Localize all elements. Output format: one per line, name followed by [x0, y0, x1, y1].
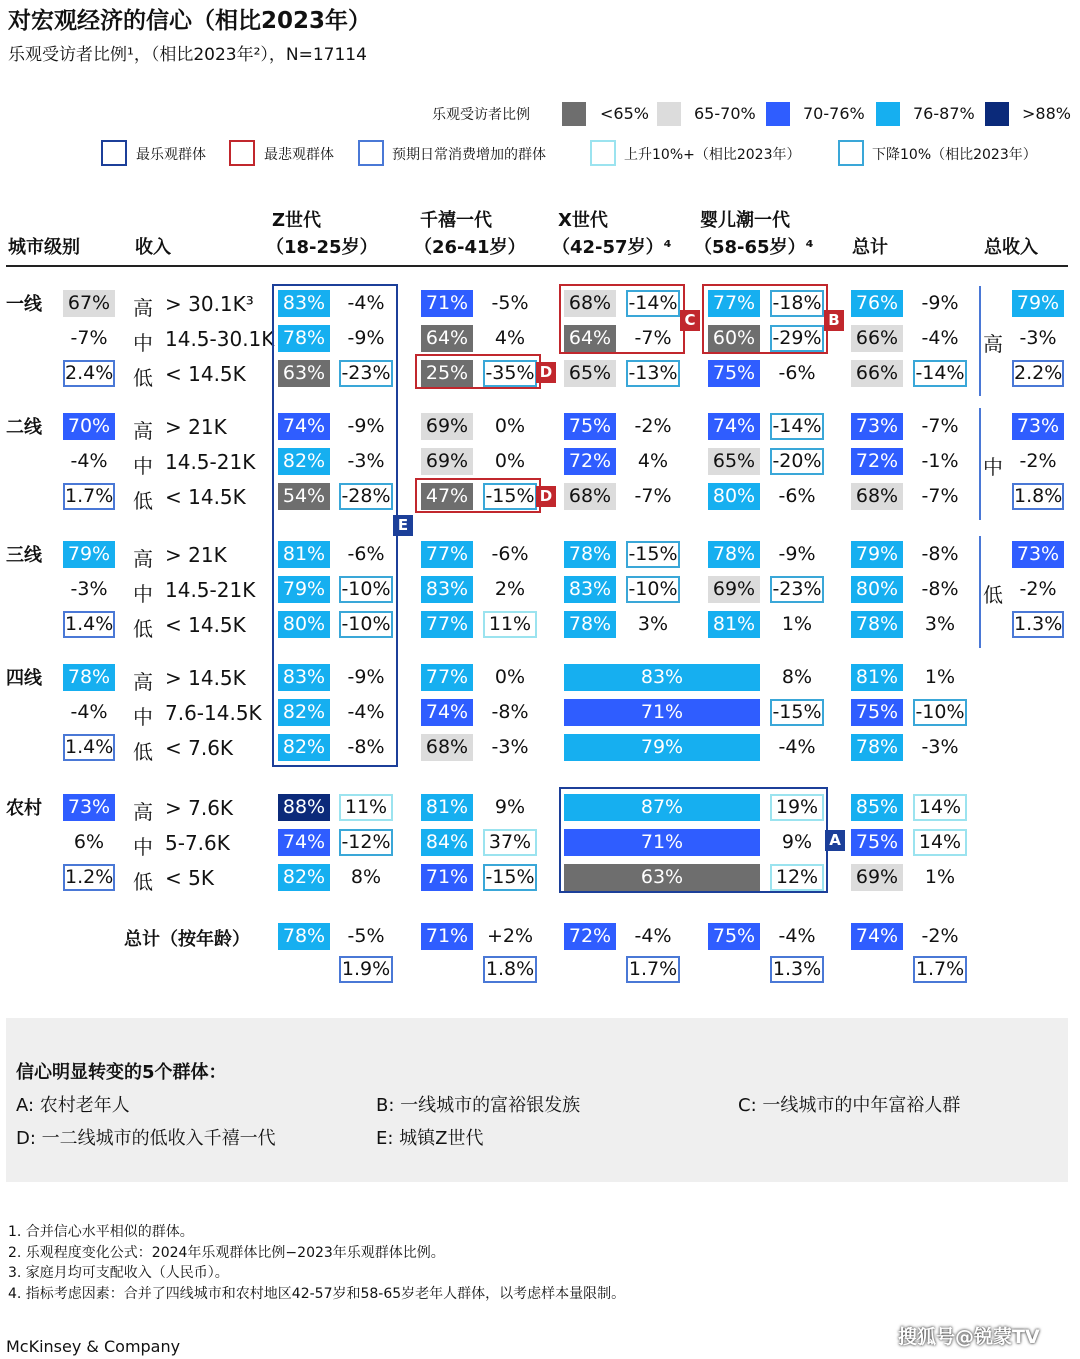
cell-delta: -6%: [778, 485, 816, 507]
cell-pct: 69%: [421, 413, 473, 440]
tier-summary-pct: 79%: [63, 541, 115, 568]
total-income-pct: 79%: [1012, 290, 1064, 317]
income-level: 中: [133, 835, 153, 859]
legend-bin-label-3: 70-76%: [803, 104, 865, 123]
cell-pct: 25%: [421, 360, 473, 387]
cell-delta: -29%: [770, 325, 824, 352]
total-income-spend: 1.3%: [1012, 611, 1064, 638]
total-spend: 1.3%: [770, 956, 824, 983]
group-frame-e: [272, 284, 398, 767]
cell-delta: -13%: [626, 360, 680, 387]
legend-swatch-5: [985, 102, 1009, 126]
income-range: 14.5-30.1K: [165, 327, 275, 351]
notes-heading: 信心明显转变的5个群体：: [16, 1062, 227, 1083]
cell-delta: -23%: [339, 360, 393, 387]
cell-delta: 1%: [781, 613, 813, 635]
cell-pct: 81%: [421, 794, 473, 821]
cell-pct-merged: 71%: [564, 699, 760, 726]
cell-delta: -6%: [491, 543, 529, 565]
cell-delta: -15%: [626, 541, 680, 568]
cell-pct: 77%: [421, 541, 473, 568]
cell-pct: 73%: [851, 413, 903, 440]
cell-pct: 60%: [708, 325, 760, 352]
total-delta: -4%: [778, 925, 816, 947]
legend-group-box-4: [590, 140, 616, 166]
tier-summary-spend: 1.4%: [63, 734, 115, 761]
legend-group-box-1: [101, 140, 127, 166]
cell-delta: 3%: [924, 613, 956, 635]
cell-pct: 84%: [421, 829, 473, 856]
income-level: 低: [133, 366, 153, 390]
footnote-3: 3. 家庭月均可支配收入（人民币）。: [8, 1265, 229, 1281]
total-pct: 74%: [851, 923, 903, 950]
cell-pct: 82%: [278, 699, 330, 726]
income-range: > 14.5K: [165, 666, 246, 690]
cell-delta: 0%: [494, 450, 526, 472]
total-income-delta: -2%: [1019, 578, 1057, 600]
cell-pct: 65%: [564, 360, 616, 387]
cell-delta: 2%: [494, 578, 526, 600]
cell-pct: 66%: [851, 325, 903, 352]
income-level: 中: [133, 454, 153, 478]
cell-pct: 78%: [851, 611, 903, 638]
header-boomer-name: 婴儿潮一代: [700, 210, 790, 231]
cell-pct: 78%: [564, 541, 616, 568]
tier-summary-spend: 2.4%: [63, 360, 115, 387]
cell-delta: -3%: [347, 450, 385, 472]
header-genx-age: （42-57岁）⁴: [552, 237, 672, 258]
watermark: 搜狐号@锐蒙TV: [898, 1326, 1040, 1348]
income-level: 高: [133, 800, 153, 824]
legend-bin-label-4: 76-87%: [913, 104, 975, 123]
legend-swatch-4: [876, 102, 900, 126]
group-frame-d2: [415, 478, 541, 513]
header-genx-name: X世代: [558, 210, 608, 231]
tier-label-2: 二线: [6, 417, 42, 438]
cell-delta: 1%: [924, 866, 956, 888]
cell-pct: 83%: [278, 290, 330, 317]
cell-pct: 80%: [278, 611, 330, 638]
note-a: A: 农村老年人: [16, 1095, 130, 1116]
cell-pct: 78%: [564, 611, 616, 638]
tier-label-3: 三线: [6, 545, 42, 566]
note-c: C: 一线城市的中年富裕人群: [738, 1095, 961, 1116]
legend-group-label-2: 最悲观群体: [264, 147, 334, 163]
income-range: < 14.5K: [165, 613, 246, 637]
cell-delta: -10%: [339, 576, 393, 603]
income-range: 14.5-21K: [165, 578, 256, 602]
legend-swatch-2: [657, 102, 681, 126]
note-e: E: 城镇Z世代: [376, 1128, 484, 1149]
income-level: 中: [133, 705, 153, 729]
cell-delta: -9%: [778, 543, 816, 565]
header-total: 总计: [852, 237, 888, 258]
income-level: 高: [133, 419, 153, 443]
cell-delta: -6%: [778, 362, 816, 384]
cell-pct: 79%: [851, 541, 903, 568]
group-tag-d2: D: [536, 486, 556, 507]
cell-delta: -9%: [347, 415, 385, 437]
cell-pct: 88%: [278, 794, 330, 821]
group-frame-b: [702, 284, 828, 354]
income-level: 高: [133, 547, 153, 571]
cell-delta: 1%: [924, 666, 956, 688]
cell-delta: -15%: [483, 483, 537, 510]
cell-delta: 0%: [494, 415, 526, 437]
header-genz-name: Z世代: [272, 210, 322, 231]
total-delta: -2%: [921, 925, 959, 947]
legend-group-label-1: 最乐观群体: [136, 147, 206, 163]
cell-delta: 9%: [494, 796, 526, 818]
income-range: > 21K: [165, 415, 227, 439]
cell-delta: -1%: [921, 450, 959, 472]
cell-pct: 71%: [421, 290, 473, 317]
income-range: > 30.1K³: [165, 292, 254, 316]
cell-delta: -3%: [921, 736, 959, 758]
cell-delta: -14%: [626, 290, 680, 317]
cell-pct-merged: 79%: [564, 734, 760, 761]
cell-delta: -15%: [483, 864, 537, 891]
total-pct: 71%: [421, 923, 473, 950]
cell-delta: 4%: [494, 327, 526, 349]
income-range: 14.5-21K: [165, 450, 256, 474]
cell-pct: 78%: [851, 734, 903, 761]
group-tag-e: E: [393, 515, 413, 536]
cell-delta: -12%: [339, 829, 393, 856]
cell-delta: -9%: [921, 292, 959, 314]
cell-pct: 74%: [278, 413, 330, 440]
cell-pct: 82%: [278, 864, 330, 891]
cell-pct: 75%: [564, 413, 616, 440]
page-title: 对宏观经济的信心（相比2023年）: [8, 8, 372, 34]
group-frame-d1: [415, 354, 541, 389]
group-tag-d1: D: [536, 362, 556, 383]
cell-delta: 14%: [913, 794, 967, 821]
cell-pct-merged: 83%: [564, 664, 760, 691]
total-delta: +2%: [486, 925, 534, 947]
cell-pct: 78%: [278, 325, 330, 352]
income-level: 低: [133, 489, 153, 513]
tier-label-4: 四线: [6, 668, 42, 689]
tier-summary-delta: -4%: [70, 450, 108, 472]
income-range: < 14.5K: [165, 485, 246, 509]
total-income-level: 高: [983, 332, 1003, 356]
cell-pct: 80%: [851, 576, 903, 603]
cell-delta: -20%: [770, 448, 824, 475]
cell-delta: -4%: [347, 292, 385, 314]
cell-delta: -10%: [913, 699, 967, 726]
total-income-pct: 73%: [1012, 413, 1064, 440]
tier-summary-spend: 1.2%: [63, 864, 115, 891]
total-income-bracket: [979, 408, 981, 520]
cell-pct: 68%: [851, 483, 903, 510]
cell-delta: 11%: [483, 611, 537, 638]
legend-bin-label-1: <65%: [600, 104, 649, 123]
header-total-income: 总收入: [984, 237, 1038, 258]
cell-delta: 4%: [637, 450, 669, 472]
cell-pct: 64%: [564, 325, 616, 352]
source-label: McKinsey & Company: [6, 1337, 181, 1356]
income-range: < 14.5K: [165, 362, 246, 386]
cell-delta: -9%: [347, 666, 385, 688]
legend-group-box-5: [838, 140, 864, 166]
total-delta: -5%: [347, 925, 385, 947]
income-range: > 21K: [165, 543, 227, 567]
income-range: 7.6-14.5K: [165, 701, 262, 725]
total-income-bracket: [979, 536, 981, 648]
cell-pct: 65%: [708, 448, 760, 475]
tier-summary-pct: 73%: [63, 794, 115, 821]
cell-delta: -5%: [491, 292, 529, 314]
footnote-2: 2. 乐观程度变化公式：2024年乐观群体比例−2023年乐观群体比例。: [8, 1245, 445, 1261]
cell-pct: 47%: [421, 483, 473, 510]
total-income-delta: -2%: [1019, 450, 1057, 472]
cell-pct: 66%: [851, 360, 903, 387]
cell-delta: 8%: [350, 866, 382, 888]
cell-delta: 9%: [781, 831, 813, 853]
cell-pct: 68%: [564, 483, 616, 510]
cell-delta: -4%: [921, 327, 959, 349]
cell-delta: -7%: [634, 485, 672, 507]
cell-pct: 72%: [564, 448, 616, 475]
note-b: B: 一线城市的富裕银发族: [376, 1095, 581, 1116]
total-income-pct: 73%: [1012, 541, 1064, 568]
cell-pct: 77%: [421, 664, 473, 691]
tier-summary-delta: -4%: [70, 701, 108, 723]
tier-summary-pct: 70%: [63, 413, 115, 440]
cell-delta: -15%: [770, 699, 824, 726]
cell-pct: 75%: [851, 699, 903, 726]
header-genz-age: （18-25岁）: [266, 237, 378, 258]
footnote-4: 4. 指标考虑因素：合并了四线城市和农村地区42-57岁和58-65岁老年人群体，以考虑样本量限制。: [8, 1286, 626, 1302]
cell-pct: 76%: [851, 290, 903, 317]
cell-pct: 81%: [851, 664, 903, 691]
cell-delta: -23%: [770, 576, 824, 603]
cell-pct: 72%: [851, 448, 903, 475]
cell-pct: 80%: [708, 483, 760, 510]
income-range: > 7.6K: [165, 796, 234, 820]
cell-delta: 8%: [781, 666, 813, 688]
legend-swatch-1: [562, 102, 586, 126]
cell-pct-merged: 63%: [564, 864, 760, 891]
cell-pct: 74%: [708, 413, 760, 440]
total-income-delta: -3%: [1019, 327, 1057, 349]
cell-delta: -28%: [339, 483, 393, 510]
income-level: 高: [133, 670, 153, 694]
cell-delta: 12%: [770, 864, 824, 891]
cell-delta: 37%: [483, 829, 537, 856]
cell-pct: 75%: [708, 360, 760, 387]
cell-delta: -2%: [634, 415, 672, 437]
header-rule: [6, 265, 1068, 267]
legend-group-box-3: [358, 140, 384, 166]
cell-delta: 3%: [637, 613, 669, 635]
group-frame-c: [559, 284, 685, 354]
income-range: < 7.6K: [165, 736, 234, 760]
total-spend: 1.8%: [483, 956, 537, 983]
group-frame-a: [559, 787, 828, 893]
cell-delta: -10%: [626, 576, 680, 603]
total-spend: 1.9%: [339, 956, 393, 983]
cell-delta: -7%: [921, 485, 959, 507]
legend-bin-label-5: >88%: [1022, 104, 1071, 123]
total-income-bracket: [979, 286, 981, 396]
cell-pct-merged: 87%: [564, 794, 760, 821]
header-boomer-age: （58-65岁）⁴: [694, 237, 814, 258]
cell-delta: 19%: [770, 794, 824, 821]
total-spend: 1.7%: [913, 956, 967, 983]
legend-bin-label-2: 65-70%: [694, 104, 756, 123]
income-range: 5-7.6K: [165, 831, 230, 855]
tier-summary-delta: -3%: [70, 578, 108, 600]
income-level: 中: [133, 331, 153, 355]
total-delta: -4%: [634, 925, 672, 947]
legend-group-label-3: 预期日常消费增加的群体: [392, 147, 546, 163]
cell-pct: 85%: [851, 794, 903, 821]
tier-label-1: 一线: [6, 294, 42, 315]
cell-pct: 83%: [278, 664, 330, 691]
cell-delta: -7%: [921, 415, 959, 437]
cell-pct: 71%: [421, 864, 473, 891]
cell-delta: -14%: [913, 360, 967, 387]
tier-summary-delta: -7%: [70, 327, 108, 349]
cell-delta: -3%: [491, 736, 529, 758]
cell-pct: 74%: [278, 829, 330, 856]
cell-pct: 81%: [708, 611, 760, 638]
cell-pct: 74%: [421, 699, 473, 726]
page-subtitle: 乐观受访者比例¹，（相比2023年²），N=17114: [8, 45, 367, 65]
cell-delta: -8%: [347, 736, 385, 758]
tier-label-5: 农村: [6, 798, 42, 819]
cell-delta: 11%: [339, 794, 393, 821]
cell-pct: 68%: [564, 290, 616, 317]
cell-delta: -7%: [634, 327, 672, 349]
cell-pct: 79%: [278, 576, 330, 603]
total-by-age-label: 总计（按年龄）: [124, 929, 250, 950]
cell-pct: 83%: [564, 576, 616, 603]
income-level: 高: [133, 296, 153, 320]
tier-summary-spend: 1.4%: [63, 611, 115, 638]
legend-heading: 乐观受访者比例: [432, 107, 530, 123]
cell-pct: 64%: [421, 325, 473, 352]
cell-delta: 14%: [913, 829, 967, 856]
tier-summary-pct: 67%: [63, 290, 115, 317]
header-millennial-age: （26-41岁）: [414, 237, 526, 258]
cell-pct: 77%: [708, 290, 760, 317]
group-tag-c: C: [680, 310, 700, 331]
cell-delta: -8%: [491, 701, 529, 723]
total-income-level: 低: [983, 583, 1003, 607]
income-range: < 5K: [165, 866, 214, 890]
cell-pct: 68%: [421, 734, 473, 761]
cell-delta: -8%: [921, 543, 959, 565]
total-pct: 78%: [278, 923, 330, 950]
cell-pct: 77%: [421, 611, 473, 638]
legend-swatch-3: [766, 102, 790, 126]
cell-pct: 63%: [278, 360, 330, 387]
legend-group-label-5: 下降10%（相比2023年）: [872, 147, 1037, 163]
total-income-spend: 2.2%: [1012, 360, 1064, 387]
cell-pct-merged: 71%: [564, 829, 760, 856]
cell-pct: 82%: [278, 734, 330, 761]
total-pct: 72%: [564, 923, 616, 950]
income-level: 低: [133, 870, 153, 894]
group-tag-b: B: [824, 310, 844, 331]
cell-pct: 83%: [421, 576, 473, 603]
cell-delta: 0%: [494, 666, 526, 688]
note-d: D: 一二线城市的低收入千禧一代: [16, 1128, 276, 1149]
header-income: 收入: [135, 237, 171, 258]
group-tag-a: A: [825, 830, 845, 851]
cell-pct: 69%: [851, 864, 903, 891]
tier-summary-spend: 1.7%: [63, 483, 115, 510]
cell-pct: 54%: [278, 483, 330, 510]
cell-pct: 69%: [421, 448, 473, 475]
cell-pct: 82%: [278, 448, 330, 475]
cell-delta: -4%: [778, 736, 816, 758]
header-millennial-name: 千禧一代: [420, 210, 492, 231]
legend-group-box-2: [229, 140, 255, 166]
cell-delta: -6%: [347, 543, 385, 565]
cell-delta: -10%: [339, 611, 393, 638]
legend-group-label-4: 上升10%+（相比2023年）: [624, 147, 801, 163]
cell-delta: -35%: [483, 360, 537, 387]
income-level: 低: [133, 740, 153, 764]
total-spend: 1.7%: [626, 956, 680, 983]
income-level: 低: [133, 617, 153, 641]
cell-pct: 75%: [851, 829, 903, 856]
cell-pct: 81%: [278, 541, 330, 568]
header-city: 城市级别: [8, 237, 80, 258]
income-level: 中: [133, 582, 153, 606]
total-income-level: 中: [983, 455, 1003, 479]
tier-summary-delta: 6%: [73, 831, 105, 853]
cell-delta: -8%: [921, 578, 959, 600]
cell-pct: 78%: [708, 541, 760, 568]
cell-delta: -9%: [347, 327, 385, 349]
tier-summary-pct: 78%: [63, 664, 115, 691]
total-income-spend: 1.8%: [1012, 483, 1064, 510]
cell-pct: 69%: [708, 576, 760, 603]
cell-delta: -18%: [770, 290, 824, 317]
cell-delta: -4%: [347, 701, 385, 723]
cell-delta: -14%: [770, 413, 824, 440]
footnote-1: 1. 合并信心水平相似的群体。: [8, 1224, 194, 1240]
total-pct: 75%: [708, 923, 760, 950]
